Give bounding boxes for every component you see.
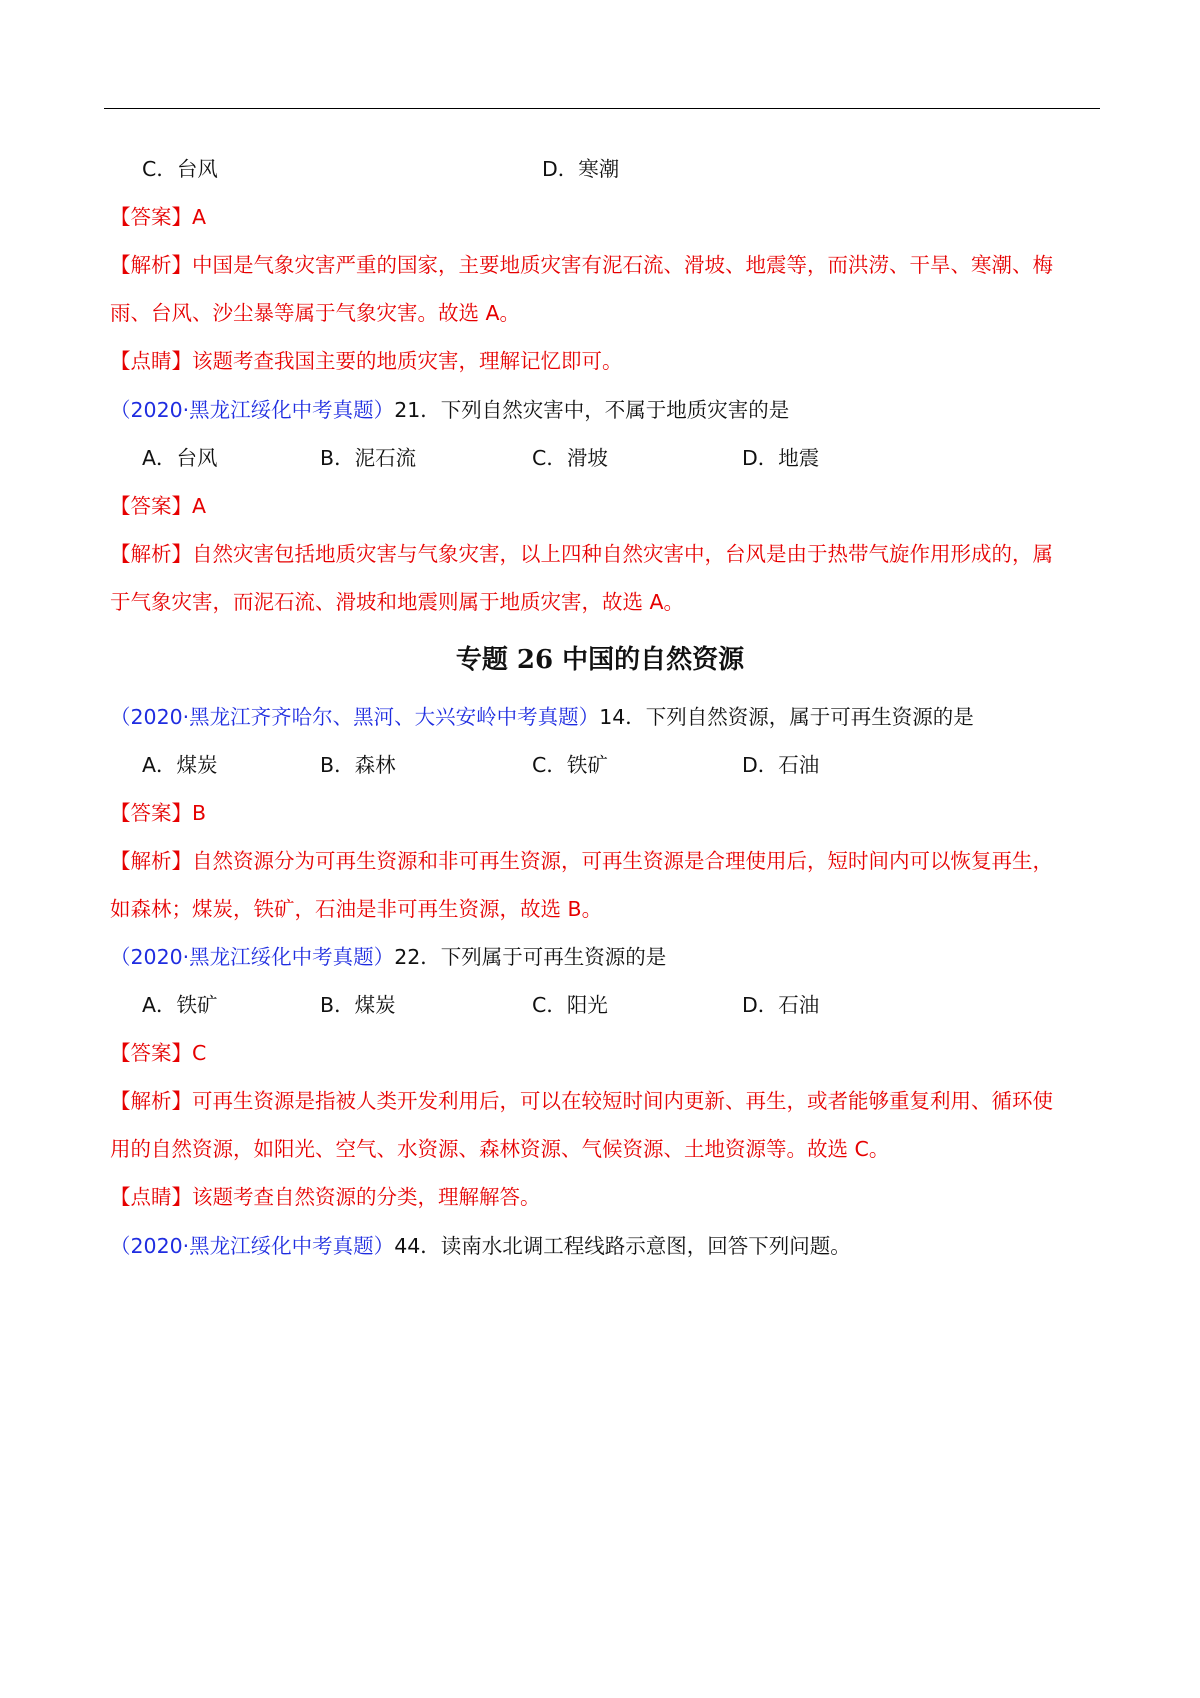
tip-block: 【点睛】该题考查自然资源的分类，理解解答。 bbox=[110, 1185, 541, 1209]
explanation-line: 【解析】可再生资源是指被人类开发利用后，可以在较短时间内更新、再生，或者能够重复利用、循环使 bbox=[110, 1089, 1053, 1113]
question-source: （2020·黑龙江绥化中考真题） bbox=[110, 1234, 395, 1258]
answer-value: A bbox=[192, 494, 207, 518]
option-d: D．石油 bbox=[742, 993, 820, 1017]
option-c: C．台风 bbox=[142, 157, 218, 181]
answer-block bbox=[110, 491, 206, 521]
question-14 bbox=[110, 702, 974, 732]
question-source: （2020·黑龙江齐齐哈尔、黑河、大兴安岭中考真题） bbox=[110, 705, 600, 729]
question-text: 22．下列属于可再生资源的是 bbox=[394, 945, 667, 969]
answer-tag: 【答案】 bbox=[110, 1041, 192, 1065]
question-text: 21．下列自然灾害中，不属于地质灾害的是 bbox=[394, 398, 790, 422]
option-c: C．铁矿 bbox=[532, 753, 608, 777]
option-b: B．森林 bbox=[320, 753, 396, 777]
option-d: D．石油 bbox=[742, 753, 820, 777]
explanation-line: 如森林；煤炭，铁矿，石油是非可再生资源，故选 B。 bbox=[110, 897, 603, 921]
explanation-tag: 【解析】 bbox=[110, 1089, 192, 1113]
option-d: D．寒潮 bbox=[542, 157, 620, 181]
answer-block bbox=[110, 798, 206, 828]
header-rule bbox=[104, 108, 1100, 109]
question-text: 14．下列自然资源，属于可再生资源的是 bbox=[599, 705, 974, 729]
question-source: （2020·黑龙江绥化中考真题） bbox=[110, 945, 395, 969]
explanation-line: 【解析】中国是气象灾害严重的国家，主要地质灾害有泥石流、滑坡、地震等，而洪涝、干旱、寒潮、梅 bbox=[110, 253, 1053, 277]
explanation-tag: 【解析】 bbox=[110, 542, 192, 566]
tip-tag: 【点睛】 bbox=[110, 1185, 192, 1209]
answer-value: B bbox=[192, 801, 207, 825]
section-title: 专题 26 中国的自然资源 bbox=[455, 645, 745, 675]
option-b: B．泥石流 bbox=[320, 446, 417, 470]
question-text: 44．读南水北调工程线路示意图，回答下列问题。 bbox=[394, 1234, 851, 1258]
answer-tag: 【答案】 bbox=[110, 801, 192, 825]
answer-tag: 【答案】 bbox=[110, 205, 192, 229]
explanation-line: 用的自然资源，如阳光、空气、水资源、森林资源、气候资源、土地资源等。故选 C。 bbox=[110, 1137, 890, 1161]
option-c: C．滑坡 bbox=[532, 446, 608, 470]
tip-tag: 【点睛】 bbox=[110, 349, 192, 373]
explanation-tag: 【解析】 bbox=[110, 849, 192, 873]
explanation-line: 【解析】自然资源分为可再生资源和非可再生资源，可再生资源是合理使用后，短时间内可以恢复再生， bbox=[110, 849, 1053, 873]
option-c: C．阳光 bbox=[532, 993, 608, 1017]
question-44 bbox=[110, 1231, 851, 1261]
option-d: D．地震 bbox=[742, 446, 820, 470]
answer-value: C bbox=[192, 1041, 207, 1065]
answer-block bbox=[110, 1038, 206, 1068]
answer-value: A bbox=[192, 205, 207, 229]
question-22 bbox=[110, 942, 666, 972]
explanation-tag: 【解析】 bbox=[110, 253, 192, 277]
answer-block bbox=[110, 202, 206, 232]
explanation-line: 【解析】自然灾害包括地质灾害与气象灾害，以上四种自然灾害中，台风是由于热带气旋作用形成的，属 bbox=[110, 542, 1053, 566]
explanation-line: 雨、台风、沙尘暴等属于气象灾害。故选 A。 bbox=[110, 301, 521, 325]
question-21 bbox=[110, 395, 789, 425]
answer-tag: 【答案】 bbox=[110, 494, 192, 518]
option-a: A．煤炭 bbox=[142, 753, 218, 777]
option-b: B．煤炭 bbox=[320, 993, 396, 1017]
explanation-line: 于气象灾害，而泥石流、滑坡和地震则属于地质灾害，故选 A。 bbox=[110, 590, 685, 614]
option-a: A．台风 bbox=[142, 446, 218, 470]
tip-block: 【点睛】该题考查我国主要的地质灾害，理解记忆即可。 bbox=[110, 349, 623, 373]
option-a: A．铁矿 bbox=[142, 993, 218, 1017]
question-source: （2020·黑龙江绥化中考真题） bbox=[110, 398, 395, 422]
